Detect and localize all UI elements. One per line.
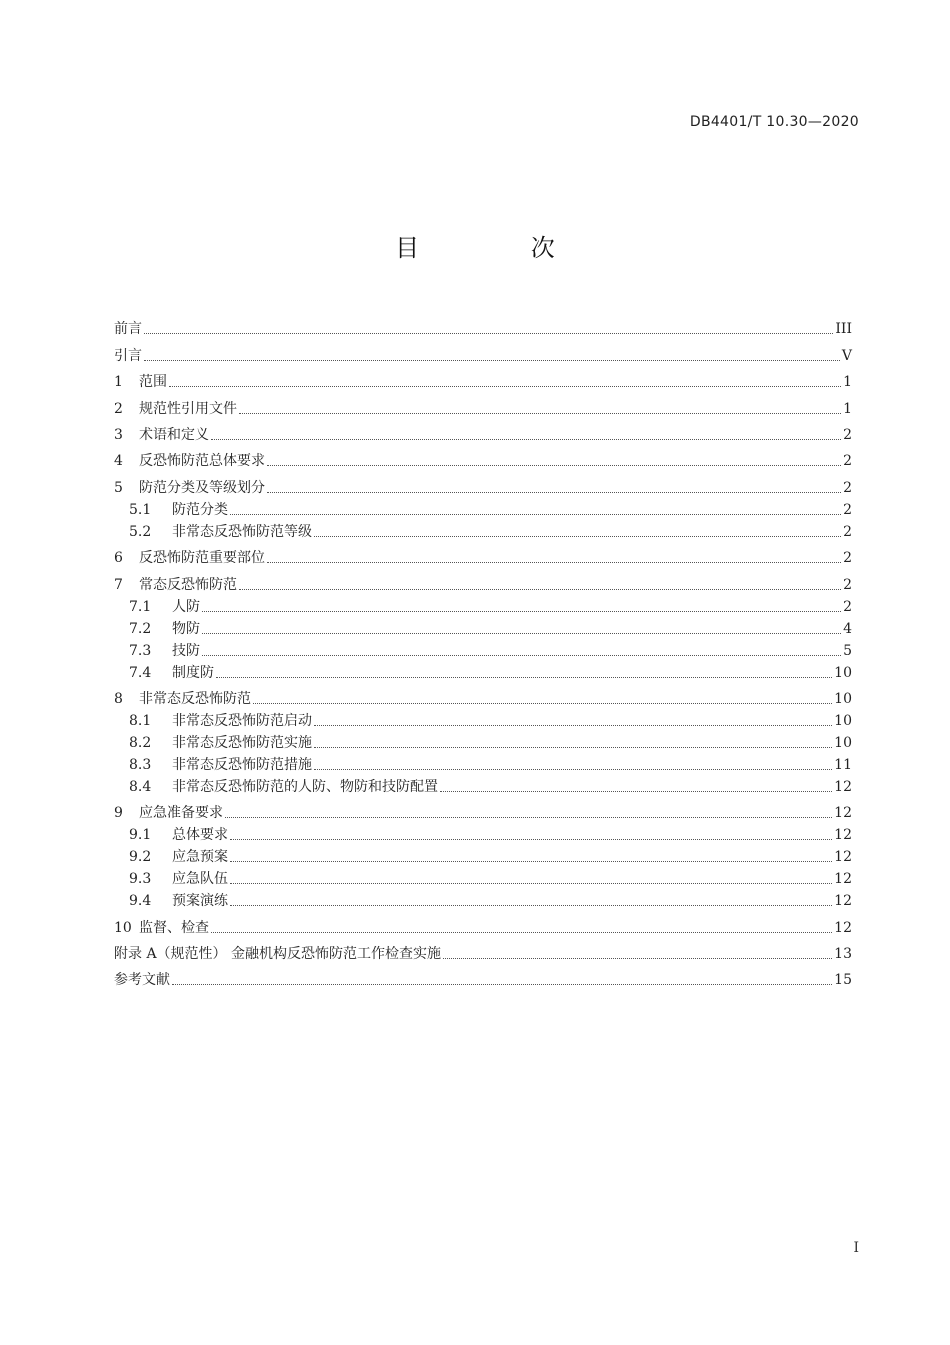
toc-entry[interactable] xyxy=(114,424,852,446)
toc-dot-leader xyxy=(267,562,841,563)
toc-entry[interactable] xyxy=(114,846,852,868)
toc-entry-number: 8.4 xyxy=(129,778,152,795)
toc-dot-leader xyxy=(216,677,832,678)
toc-entry[interactable] xyxy=(114,917,852,939)
toc-dot-leader xyxy=(314,725,832,726)
toc-entry[interactable] xyxy=(114,477,852,499)
toc-entry-page: 1 xyxy=(843,374,852,391)
toc-dot-leader xyxy=(169,386,841,387)
toc-entry-title: 规范性引用文件 xyxy=(139,400,237,417)
toc-entry-page: 10 xyxy=(834,734,852,751)
toc-entry-number: 8.2 xyxy=(129,734,152,751)
toc-dot-leader xyxy=(225,817,832,818)
toc-dot-leader xyxy=(230,514,841,515)
toc-entry[interactable] xyxy=(114,318,852,340)
toc-entry-page: 12 xyxy=(834,805,852,822)
toc-entry-number: 5.1 xyxy=(129,501,152,518)
toc-entry-title: 范围 xyxy=(139,374,167,391)
toc-entry-page: 2 xyxy=(843,501,852,518)
toc-entry-title: 前言 xyxy=(114,321,142,338)
toc-entry-title: 物防 xyxy=(172,620,200,637)
toc-dot-leader xyxy=(211,932,832,933)
toc-entry[interactable] xyxy=(114,688,852,710)
toc-entry[interactable] xyxy=(114,547,852,569)
toc-entry-page: 2 xyxy=(843,479,852,496)
toc-entry[interactable] xyxy=(114,802,852,824)
toc-dot-leader xyxy=(267,492,841,493)
toc-entry[interactable] xyxy=(114,618,852,640)
toc-dot-leader xyxy=(314,747,832,748)
toc-entry-title: 监督、检查 xyxy=(139,919,209,936)
toc-entry-title: 常态反恐怖防范 xyxy=(139,576,237,593)
toc-entry[interactable] xyxy=(114,824,852,846)
toc-entry-page: 2 xyxy=(843,426,852,443)
toc-entry-number: 8.1 xyxy=(129,712,152,729)
toc-entry-number: 1 xyxy=(114,374,123,391)
toc-entry-number: 10 xyxy=(114,919,132,936)
toc-entry-number: 9 xyxy=(114,805,123,822)
toc-entry-number: 7 xyxy=(114,576,123,593)
toc-entry-title: 制度防 xyxy=(172,664,214,681)
toc-entry-page: 11 xyxy=(834,756,852,773)
toc-entry-title: 应急准备要求 xyxy=(139,805,223,822)
toc-entry-page: 2 xyxy=(843,598,852,615)
toc-dot-leader xyxy=(230,905,832,906)
toc-entry-page: 12 xyxy=(834,827,852,844)
toc-entry-page: 12 xyxy=(834,919,852,936)
standard-code: DB4401/T 10.30—2020 xyxy=(689,114,859,130)
toc-entry[interactable] xyxy=(114,710,852,732)
toc-entry[interactable] xyxy=(114,969,852,991)
toc-entry-title: 预案演练 xyxy=(172,893,228,910)
toc-entry-page: 10 xyxy=(834,690,852,707)
toc-dot-leader xyxy=(239,413,841,414)
toc-entry-page: 4 xyxy=(843,620,852,637)
toc-entry-page: 2 xyxy=(843,453,852,470)
page-number: I xyxy=(853,1240,859,1256)
toc-entry-title: 非常态反恐怖防范 xyxy=(139,690,251,707)
toc-entry-title: 反恐怖防范总体要求 xyxy=(139,453,265,470)
toc-dot-leader xyxy=(202,611,841,612)
toc-entry[interactable] xyxy=(114,890,852,912)
toc-entry-number: 6 xyxy=(114,550,123,567)
toc-entry-title: 防范分类 xyxy=(172,501,228,518)
toc-dot-leader xyxy=(267,465,841,466)
toc-entry-title: 非常态反恐怖防范措施 xyxy=(172,756,312,773)
toc-dot-leader xyxy=(172,984,832,985)
toc-dot-leader xyxy=(230,839,832,840)
toc-dot-leader xyxy=(440,791,832,792)
toc-entry-page: 2 xyxy=(843,523,852,540)
toc-entry-number: 8 xyxy=(114,690,123,707)
toc-title: 目 次 xyxy=(395,234,607,262)
toc-entry[interactable] xyxy=(114,640,852,662)
toc-entry-page: 12 xyxy=(834,849,852,866)
toc-dot-leader xyxy=(239,589,841,590)
toc-entry-title: 防范分类及等级划分 xyxy=(139,479,265,496)
toc-entry-number: 8.3 xyxy=(129,756,152,773)
toc-entry-title: 应急队伍 xyxy=(172,871,228,888)
toc-entry-title: 应急预案 xyxy=(172,849,228,866)
toc-entry[interactable] xyxy=(114,943,852,965)
toc-entry-title: 非常态反恐怖防范的人防、物防和技防配置 xyxy=(172,778,438,795)
toc-entry[interactable] xyxy=(114,574,852,596)
toc-entry-title: 非常态反恐怖防范等级 xyxy=(172,523,312,540)
toc-dot-leader xyxy=(314,536,841,537)
table-of-contents xyxy=(114,314,852,991)
toc-entry-number: 3 xyxy=(114,426,123,443)
toc-entry-title: 术语和定义 xyxy=(139,426,209,443)
toc-entry-number: 7.4 xyxy=(129,664,152,681)
toc-entry[interactable] xyxy=(114,776,852,798)
toc-entry[interactable] xyxy=(114,732,852,754)
toc-entry[interactable] xyxy=(114,662,852,684)
toc-entry-page: III xyxy=(835,321,852,338)
toc-entry-title: 非常态反恐怖防范实施 xyxy=(172,734,312,751)
toc-entry-page: 15 xyxy=(834,972,852,989)
toc-entry-page: 2 xyxy=(843,550,852,567)
toc-entry-title: 反恐怖防范重要部位 xyxy=(139,550,265,567)
toc-dot-leader xyxy=(230,861,832,862)
toc-entry-number: 9.4 xyxy=(129,893,152,910)
toc-entry-title: 人防 xyxy=(172,598,200,615)
toc-entry-title: 附录 A（规范性） 金融机构反恐怖防范工作检查实施 xyxy=(114,946,442,963)
toc-entry-number: 7.1 xyxy=(129,598,152,615)
toc-entry-number: 5.2 xyxy=(129,523,152,540)
toc-entry-title: 参考文献 xyxy=(114,972,170,989)
toc-entry-title: 引言 xyxy=(114,347,142,364)
toc-entry-page: 12 xyxy=(834,893,852,910)
toc-dot-leader xyxy=(202,655,841,656)
toc-entry-page: V xyxy=(841,347,852,364)
toc-entry-number: 7.3 xyxy=(129,642,152,659)
toc-dot-leader xyxy=(314,769,832,770)
toc-entry-page: 1 xyxy=(843,400,852,417)
toc-entry[interactable] xyxy=(114,450,852,472)
toc-entry[interactable] xyxy=(114,345,852,367)
toc-entry-page: 12 xyxy=(834,871,852,888)
toc-entry-page: 10 xyxy=(834,712,852,729)
toc-entry[interactable] xyxy=(114,868,852,890)
toc-entry-title: 技防 xyxy=(172,642,200,659)
toc-entry[interactable] xyxy=(114,398,852,420)
toc-entry-page: 2 xyxy=(843,576,852,593)
toc-entry-title: 总体要求 xyxy=(172,827,228,844)
toc-entry[interactable] xyxy=(114,596,852,618)
toc-entry-number: 2 xyxy=(114,400,123,417)
toc-dot-leader xyxy=(230,883,832,884)
toc-entry-page: 10 xyxy=(834,664,852,681)
toc-entry-number: 9.2 xyxy=(129,849,152,866)
toc-dot-leader xyxy=(144,360,840,361)
toc-entry[interactable] xyxy=(114,499,852,521)
toc-entry-number: 5 xyxy=(114,479,123,496)
toc-entry-page: 5 xyxy=(843,642,852,659)
toc-dot-leader xyxy=(443,958,832,959)
toc-dot-leader xyxy=(211,439,841,440)
toc-entry[interactable] xyxy=(114,521,852,543)
toc-entry-page: 13 xyxy=(834,946,852,963)
toc-entry-number: 9.1 xyxy=(129,827,152,844)
toc-entry-page: 12 xyxy=(834,778,852,795)
toc-dot-leader xyxy=(253,703,832,704)
toc-entry-number: 9.3 xyxy=(129,871,152,888)
toc-dot-leader xyxy=(144,333,833,334)
toc-entry-title: 非常态反恐怖防范启动 xyxy=(172,712,312,729)
toc-entry[interactable] xyxy=(114,371,852,393)
toc-entry-number: 7.2 xyxy=(129,620,152,637)
toc-dot-leader xyxy=(202,633,841,634)
toc-entry-number: 4 xyxy=(114,453,123,470)
toc-entry[interactable] xyxy=(114,754,852,776)
